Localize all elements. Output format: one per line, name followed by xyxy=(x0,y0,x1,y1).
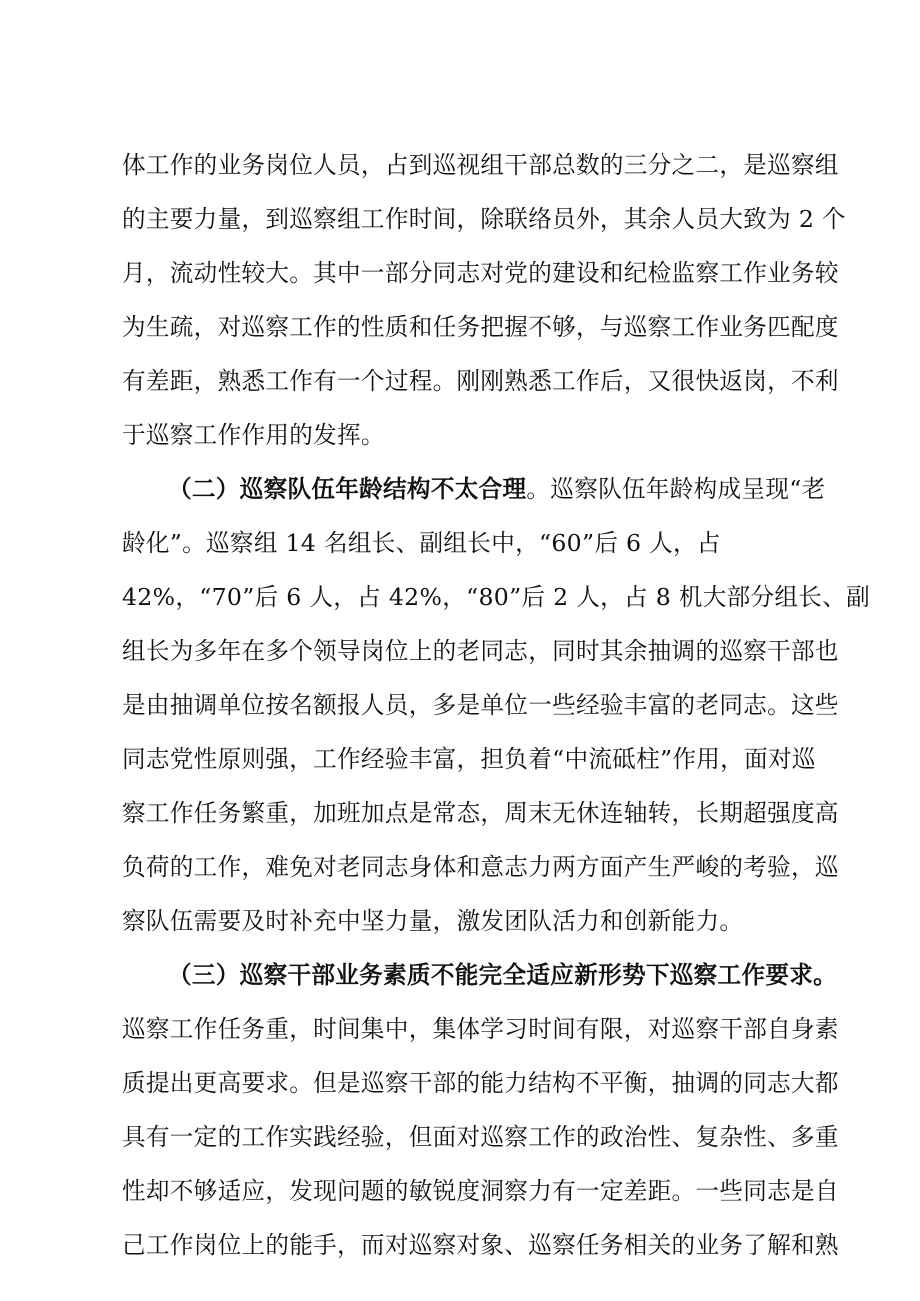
paragraph3-line-5: 己工作岗位上的能手，而对巡察对象、巡察任务相关的业务了解和熟 xyxy=(122,1231,839,1259)
paragraph3-heading: （三）巡察干部业务素质不能完全适应新形势下巡察工作要求。 xyxy=(168,961,838,989)
paragraph2-line-1 xyxy=(168,470,828,504)
paragraph2-line-2: 龄化”。巡察组 14 名组长、副组长中，“60”后 6 人，占 xyxy=(122,529,721,557)
paragraph2-line-5: 是由抽调单位按名额报人员，多是单位一些经验丰富的老同志。这些 xyxy=(122,691,839,719)
paragraph2-line-7: 察工作任务繁重，加班加点是常态，周末无休连轴转，长期超强度高 xyxy=(122,799,839,827)
paragraph1-line-3: 月，流动性较大。其中一部分同志对党的建设和纪检监察工作业务较 xyxy=(122,259,839,287)
paragraph3-line-2: 质提出更高要求。但是巡察干部的能力结构不平衡，抽调的同志大都 xyxy=(122,1069,839,1097)
paragraph3-line-4: 性却不够适应，发现问题的敏锐度洞察力有一定差距。一些同志是自 xyxy=(122,1177,839,1205)
paragraph1-line-2: 的主要力量，到巡察组工作时间，除联络员外，其余人员大致为 2 个 xyxy=(122,205,846,233)
paragraph2-line-4: 组长为多年在多个领导岗位上的老同志，同时其余抽调的巡察干部也 xyxy=(122,637,839,665)
paragraph3-line-1: 巡察工作任务重，时间集中，集体学习时间有限，对巡察干部自身素 xyxy=(122,1015,839,1043)
paragraph1-line-5: 有差距，熟悉工作有一个过程。刚刚熟悉工作后，又很快返岗，不利 xyxy=(122,367,839,395)
paragraph1-line-1: 体工作的业务岗位人员，占到巡视组干部总数的三分之二，是巡察组 xyxy=(122,151,839,179)
paragraph2-line-6: 同志党性原则强，工作经验丰富，担负着“中流砥柱”作用，面对巡 xyxy=(122,745,816,773)
paragraph2-heading: （二）巡察队伍年龄结构不太合理 xyxy=(168,475,527,503)
paragraph1-line-6: 于巡察工作作用的发挥。 xyxy=(122,421,385,449)
paragraph1-line-4: 为生疏，对巡察工作的性质和任务把握不够，与巡察工作业务匹配度 xyxy=(122,313,839,341)
paragraph3-line-3: 具有一定的工作实践经验，但面对巡察工作的政治性、复杂性、多重 xyxy=(122,1123,839,1151)
paragraph2-line-8: 负荷的工作，难免对老同志身体和意志力两方面产生严峻的考验，巡 xyxy=(122,853,839,881)
paragraph2-first-line-rest: 。巡察队伍年龄构成呈现“老 xyxy=(526,475,826,503)
paragraph2-line-9: 察队伍需要及时补充中坚力量，激发团队活力和创新能力。 xyxy=(122,907,744,935)
paragraph2-line-3: 42%，“70”后 6 人，占 42%，“80”后 2 人，占 8 机大部分组长、副 xyxy=(122,583,870,611)
